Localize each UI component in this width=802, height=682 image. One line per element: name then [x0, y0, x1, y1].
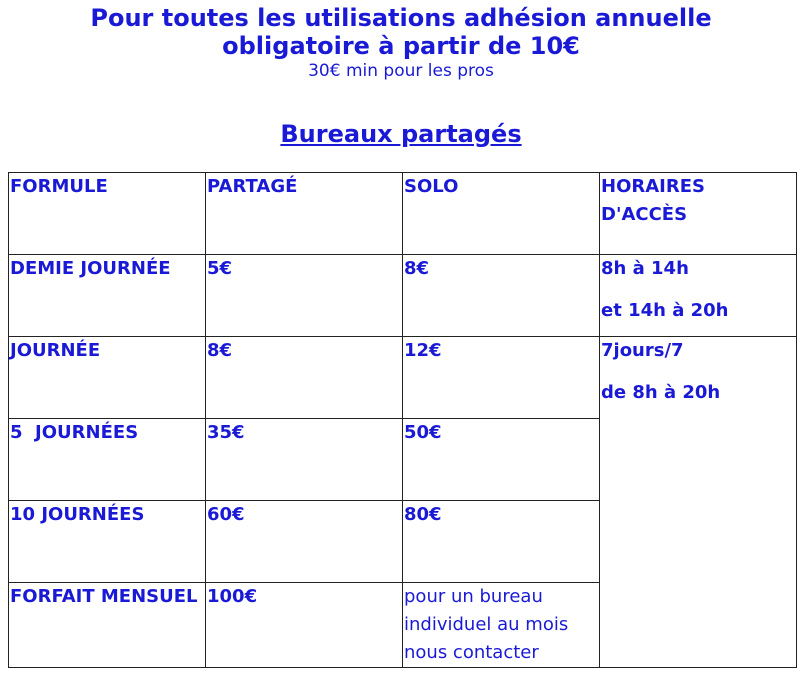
cell-partage: 60€ [206, 501, 403, 583]
hours-line: et 14h à 20h [601, 300, 729, 321]
cell-formule: 5 JOURNÉES [9, 419, 206, 501]
cell-partage: 5€ [206, 255, 403, 337]
cell-solo: 80€ [403, 501, 600, 583]
cell-solo: 8€ [403, 255, 600, 337]
hours-line: de 8h à 20h [601, 382, 721, 403]
cell-partage: 35€ [206, 419, 403, 501]
section-title: Bureaux partagés [280, 120, 522, 148]
cell-partage: 8€ [206, 337, 403, 419]
cell-horaires [600, 255, 797, 337]
header-formule: FORMULE [9, 173, 206, 255]
header-horaires: HORAIRES D'ACCÈS [600, 173, 797, 255]
membership-notice-line2: obligatoire à partir de 10€ [222, 32, 580, 60]
membership-notice-line1: Pour toutes les utilisations adhésion annuelle [90, 4, 712, 32]
cell-formule: FORFAIT MENSUEL [9, 583, 206, 668]
table-row [9, 255, 797, 337]
cell-formule: JOURNÉE [9, 337, 206, 419]
cell-formule: 10 JOURNÉES [9, 501, 206, 583]
cell-horaires [600, 337, 797, 668]
table-header-row [9, 173, 797, 255]
header-partage: PARTAGÉ [206, 173, 403, 255]
cell-solo: 12€ [403, 337, 600, 419]
page-header [0, 4, 802, 82]
cell-solo: 50€ [403, 419, 600, 501]
table-row [9, 337, 797, 419]
cell-solo: pour un bureau individuel au mois nous contacter [403, 583, 600, 668]
hours-line: 8h à 14h [601, 258, 689, 279]
header-solo: SOLO [403, 173, 600, 255]
cell-partage: 100€ [206, 583, 403, 668]
pricing-table [8, 172, 797, 668]
cell-formule: DEMIE JOURNÉE [9, 255, 206, 337]
pro-minimum-note: 30€ min pour les pros [308, 61, 494, 81]
hours-line: 7jours/7 [601, 340, 684, 361]
